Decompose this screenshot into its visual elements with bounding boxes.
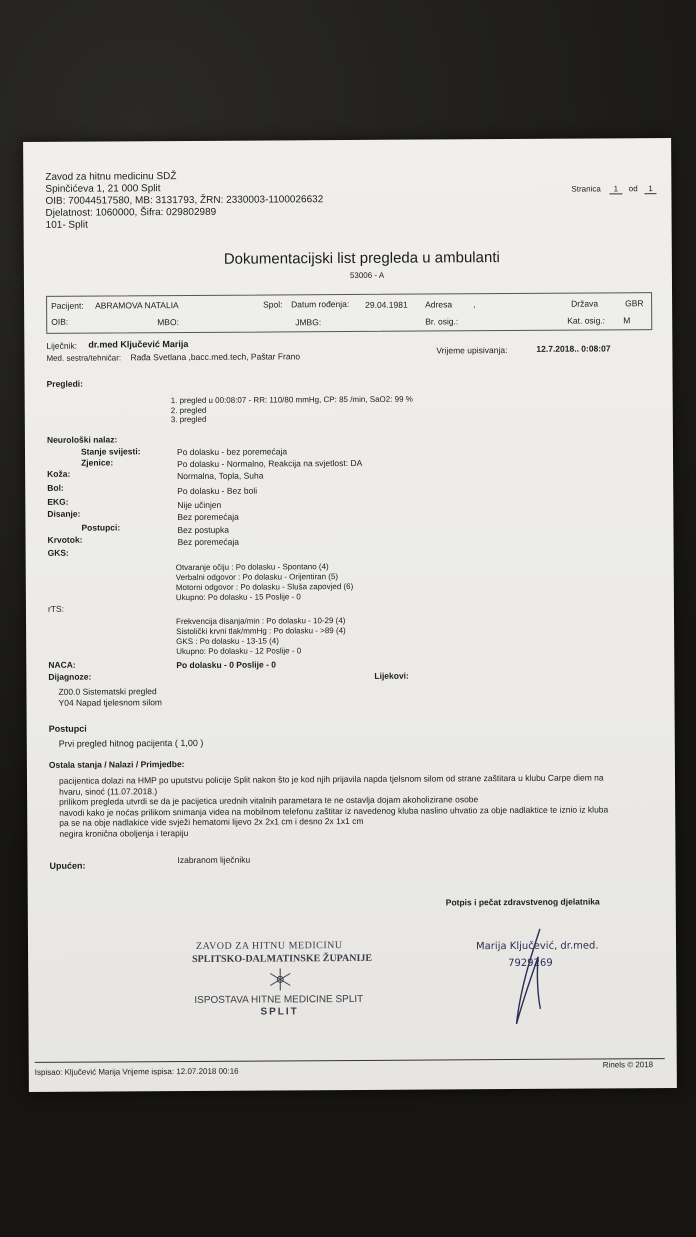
stamp-line2: SPLITSKO-DALMATINSKE ŽUPANIJE: [192, 952, 373, 965]
doctor-label: Liječnik:: [46, 340, 78, 351]
header-address: Spinčićeva 1, 21 000 Split: [45, 183, 161, 195]
page-total: 1: [644, 184, 657, 194]
footer-divider: [35, 1058, 665, 1063]
stamp-line1: ZAVOD ZA HITNU MEDICINU: [195, 940, 343, 952]
ostala-text: [59, 772, 608, 838]
entry-time-label: Vrijeme upisivanja:: [436, 345, 508, 356]
neuro-row-label: EKG:: [47, 496, 69, 507]
neuro-row-value: Normalna, Topla, Suha: [177, 470, 264, 482]
ostala-label: Ostala stanja / Nalazi / Primjedbe:: [48, 759, 185, 770]
neuro-row-label: Zjenice:: [81, 457, 114, 468]
neuro-row-label: Bol:: [47, 482, 64, 493]
neuro-row-value: Po dolasku - bez poremećaja: [176, 446, 288, 458]
stamp-line3: ISPOSTAVA HITNE MEDICINE SPLIT: [194, 993, 364, 1006]
rts-line: Frekvencija disanja/min : Po dolasku - 10-29 (4): [176, 616, 346, 627]
ostala-line: hvaru, sinoć (11.07.2018.): [59, 785, 158, 797]
neuro-row-value: Po dolasku - Normalno, Reakcija na svjetlost: DA: [177, 457, 363, 470]
neuro-row-value: Bez postupka: [177, 524, 230, 536]
doctor-name: dr.med Ključević Marija: [88, 338, 189, 350]
header-ids: OIB: 70044517580, MB: 3131793, ŽRN: 2330003-1100026632: [45, 194, 324, 207]
footer-printed-by: Ispisao: Ključević Marija Vrijeme ispisa: 12.07.2018 00:16: [34, 1066, 239, 1077]
rts-line: Ukupno: Po dolasku - 12 Poslije - 0: [176, 646, 302, 657]
lijekovi-label: Lijekovi:: [374, 670, 409, 681]
naca-label: NACA:: [48, 659, 76, 670]
mbo-label: MBO:: [157, 317, 179, 328]
neuro-row-value: Nije učinjen: [177, 499, 222, 511]
rts-label: rTS:: [47, 603, 65, 614]
neuro-row-label: Krvotok:: [47, 534, 83, 545]
nurse-label: Med. sestra/tehničar:: [46, 353, 122, 363]
ostala-line: navodi kako je noćas prilikom snimanja videa na mobilnom telefonu zaštitar iz navedenog kluba naslino uhvatio za obje nadlaktice te iznio iz kluba: [59, 803, 609, 818]
header-org: Zavod za hitnu medicinu SDŽ: [45, 171, 177, 183]
neuro-row-label: Koža:: [47, 468, 71, 479]
oib-label: OIB:: [51, 316, 69, 327]
postupci-value: Prvi pregled hitnog pacijenta ( 1,00 ): [58, 737, 204, 749]
dijagnoze-list: [58, 686, 162, 709]
brosig-label: Br. osig.:: [425, 316, 459, 327]
entry-time-value: 12.7.2018.. 0:08:07: [536, 343, 611, 354]
jmbg-label: JMBG:: [295, 317, 322, 328]
gks-line: Motorni odgovor : Po dolasku - Sluša zapovjed (6): [175, 581, 354, 593]
header-activity: Djelatnost: 1060000, Šifra: 029802989: [45, 206, 217, 219]
neuro-row-label: Disanje:: [47, 508, 81, 519]
dijagnoza-item: Y04 Napad tjelesnom silom: [58, 697, 163, 708]
katosig-label: Kat. osig.:: [567, 315, 606, 326]
gks-list: [176, 562, 354, 603]
patient-name: ABRAMOVA NATALIA: [95, 300, 179, 311]
signature-number: 7929269: [508, 957, 553, 970]
naca-value: Po dolasku - 0 Poslije - 0: [176, 659, 277, 671]
rts-line: GKS : Po dolasku - 13-15 (4): [176, 636, 279, 647]
gks-label: GKS:: [47, 547, 69, 558]
signature-name: Marija Ključević, dr.med.: [475, 940, 599, 953]
postupci-label: Postupci: [48, 723, 87, 734]
header-block: [45, 170, 323, 232]
gks-line: Verbalni odgovor : Po dolasku - Orijentiran (5): [175, 572, 339, 583]
rts-list: [176, 616, 346, 657]
neuro-row-value: Po dolasku - Bez boli: [177, 485, 258, 497]
pregledi-label: Pregledi:: [46, 378, 83, 389]
upucen-value: Izabranom liječniku: [177, 854, 251, 866]
signature-label: Potpis i pečat zdravstvenog djelatnika: [445, 896, 600, 908]
ostala-line: pa se na obje nadlakice vide svježi hematomi lijevo 2x 2x1 cm i desno 2x 1x1 cm: [59, 815, 364, 828]
pregled-item: 2. pregled: [170, 405, 207, 415]
page-label: Stranica: [571, 184, 601, 194]
neuro-row-label: Postupci:: [81, 522, 121, 533]
spol-label: Spol:: [263, 299, 283, 310]
drzava-value: GBR: [625, 298, 644, 309]
adresa-value: ,: [473, 299, 476, 310]
page-title: Dokumentacijski list pregleda u ambulanti: [223, 249, 500, 268]
page-indicator: [571, 184, 656, 194]
patient-label: Pacijent:: [51, 300, 84, 311]
upucen-label: Upućen:: [49, 860, 86, 871]
neuro-row-value: Bez poremećaja: [177, 536, 240, 548]
stamp-line4: SPLIT: [260, 1006, 299, 1018]
katosig-value: M: [623, 315, 631, 326]
nurse-names: Rađa Svetlana ,bacc.med.tech, Paštar Frano: [130, 351, 301, 363]
neuro-row-value: Bez poremećaja: [177, 511, 239, 523]
page-subtitle: 53006 - A: [349, 270, 385, 280]
stamp-emblem-icon: [266, 966, 294, 992]
rts-line: Sistolički krvni tlak/mmHg : Po dolasku - >89 (4): [176, 626, 346, 637]
dijagnoza-item: Z00.0 Sistematski pregled: [58, 686, 157, 697]
ostala-line: prilikom pregleda utvrdi se da je pacijetica urednih vitalnih parametara te ne ostavlja dojam akoholizirane osobe: [59, 794, 479, 807]
dob-value: 29.04.1981: [365, 299, 408, 310]
neuro-label: Neurološki nalaz:: [46, 434, 118, 445]
drzava-label: Država: [571, 298, 599, 309]
handwritten-signature: [468, 919, 579, 1030]
adresa-label: Adresa: [425, 299, 453, 310]
page-of: od: [628, 184, 638, 194]
neuro-row-label: Stanje svijesti:: [80, 446, 141, 457]
pregled-item: 1. pregled u 00:08:07 - RR: 110/80 mmHg, CP: 85 /min, SaO2: 99 %: [170, 394, 413, 406]
gks-line: Ukupno: Po dolasku - 15 Poslije - 0: [175, 592, 301, 603]
header-unit: 101- Split: [45, 219, 88, 231]
dijagnoze-label: Dijagnoze:: [48, 671, 92, 682]
footer-brand: Rinels © 2018: [602, 1060, 654, 1070]
gks-line: Otvaranje očiju : Po dolasku - Spontano (4): [175, 562, 329, 573]
dob-label: Datum rođenja:: [291, 298, 350, 310]
patient-box: [46, 292, 652, 334]
pregled-item: 3. pregled: [170, 414, 207, 425]
ostala-line: negira kronična oboljenja i terapiju: [59, 827, 189, 839]
ostala-line: pacijentica dolazi na HMP po uputstvu policije Split nakon što je kod njih prijavila napda tjelsnom silom od strane zaštitara u klubu Carpe diem na: [58, 772, 604, 786]
pregledi-list: [171, 395, 413, 425]
page-number: 1: [610, 184, 623, 194]
document-page: [23, 138, 677, 1092]
